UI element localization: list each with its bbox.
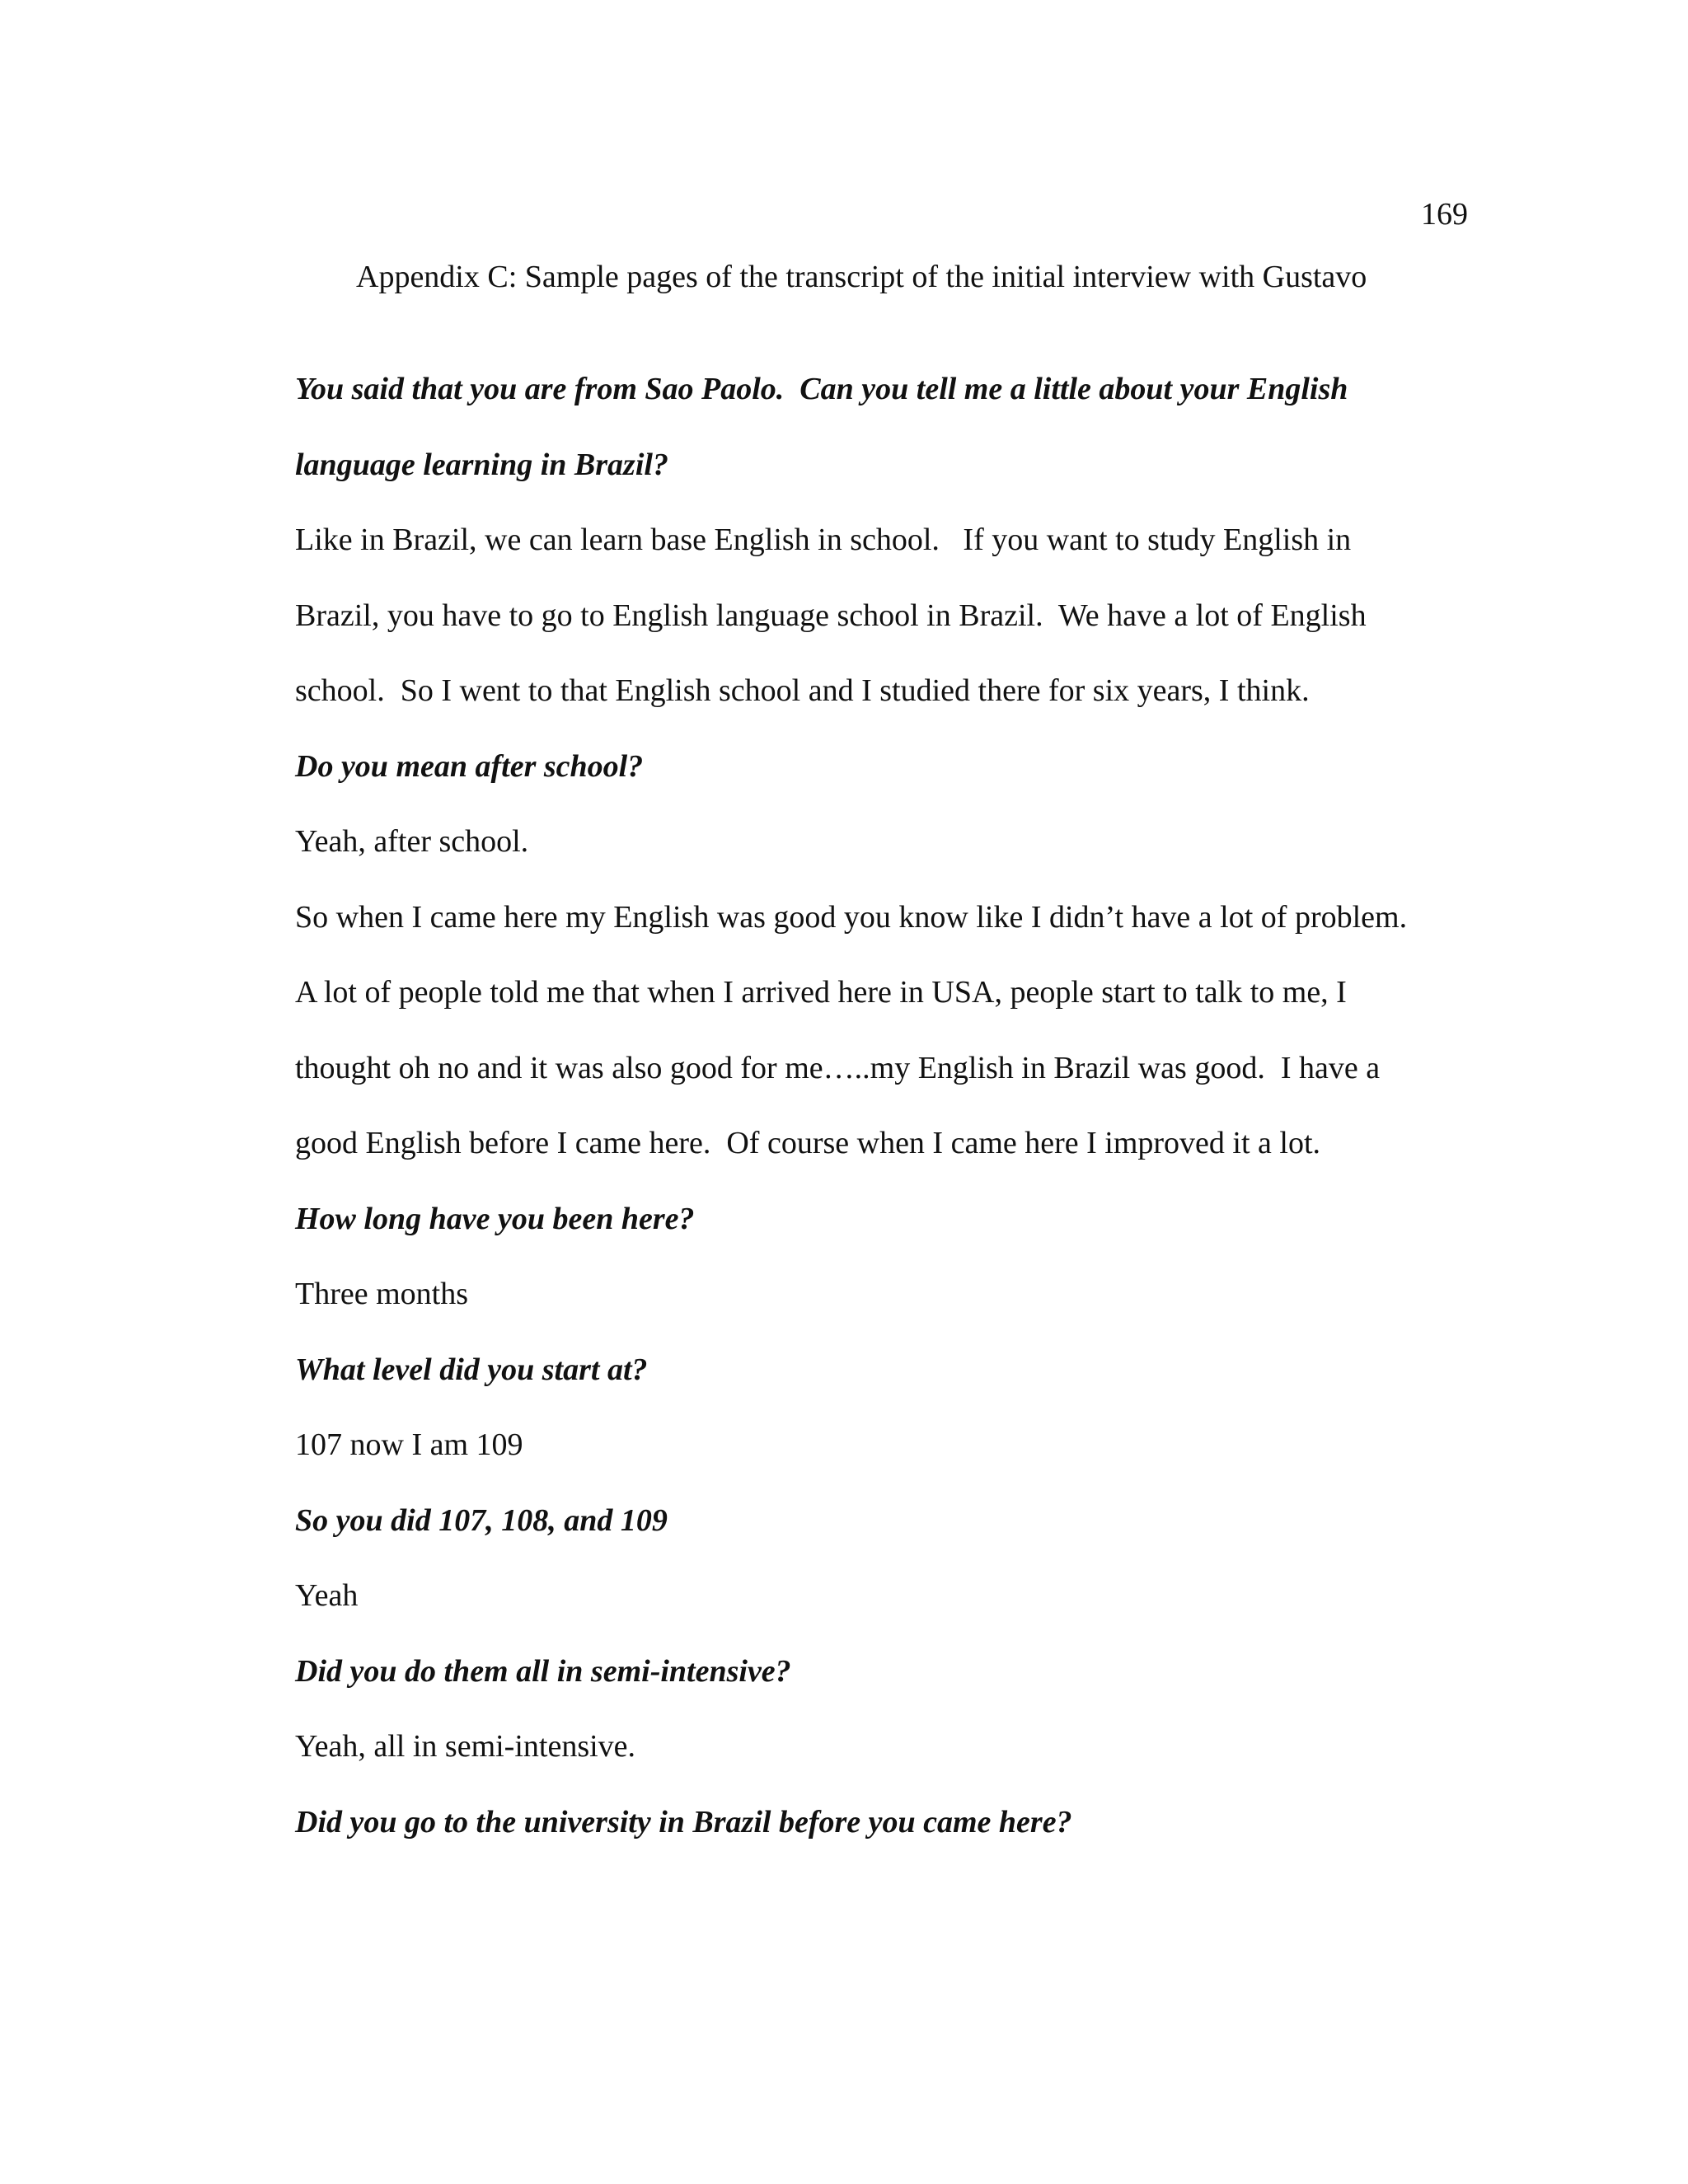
question-line: Did you do them all in semi-intensive? (295, 1653, 791, 1689)
answer-line: Yeah, all in semi-intensive. (295, 1729, 636, 1764)
question-line: language learning in Brazil? (295, 447, 668, 482)
answer-line: A lot of people told me that when I arrived here in USA, people start to talk to me, I (295, 975, 1347, 1010)
page-number: 169 (1421, 197, 1468, 232)
answer-line: Three months (295, 1277, 469, 1311)
question-line: How long have you been here? (295, 1201, 695, 1236)
question-line: Did you go to the university in Brazil before you came here? (295, 1804, 1072, 1840)
answer-line: 107 now I am 109 (295, 1427, 523, 1462)
answer-line: Like in Brazil, we can learn base English in school. If you want to study English in (295, 523, 1352, 557)
answer-line: Yeah (295, 1578, 359, 1613)
question-line: You said that you are from Sao Paolo. Can you tell me a little about your English (295, 372, 1348, 406)
transcript-body (295, 371, 1465, 1879)
question-line: So you did 107, 108, and 109 (295, 1502, 668, 1538)
answer-line: Brazil, you have to go to English language school in Brazil. We have a lot of English (295, 598, 1367, 633)
answer-line: good English before I came here. Of course when I came here I improved it a lot. (295, 1126, 1321, 1160)
answer-line: So when I came here my English was good you know like I didn’t have a lot of problem. (295, 899, 1408, 935)
question-line: What level did you start at? (295, 1352, 648, 1387)
appendix-title: Appendix C: Sample pages of the transcript of the initial interview with Gustavo (356, 260, 1367, 294)
answer-line: Yeah, after school. (295, 824, 529, 859)
question-line: Do you mean after school? (295, 748, 644, 784)
answer-line: thought oh no and it was also good for me…..my English in Brazil was good. I have a (295, 1050, 1381, 1085)
answer-line: school. So I went to that English school and I studied there for six years, I think. (295, 673, 1310, 708)
